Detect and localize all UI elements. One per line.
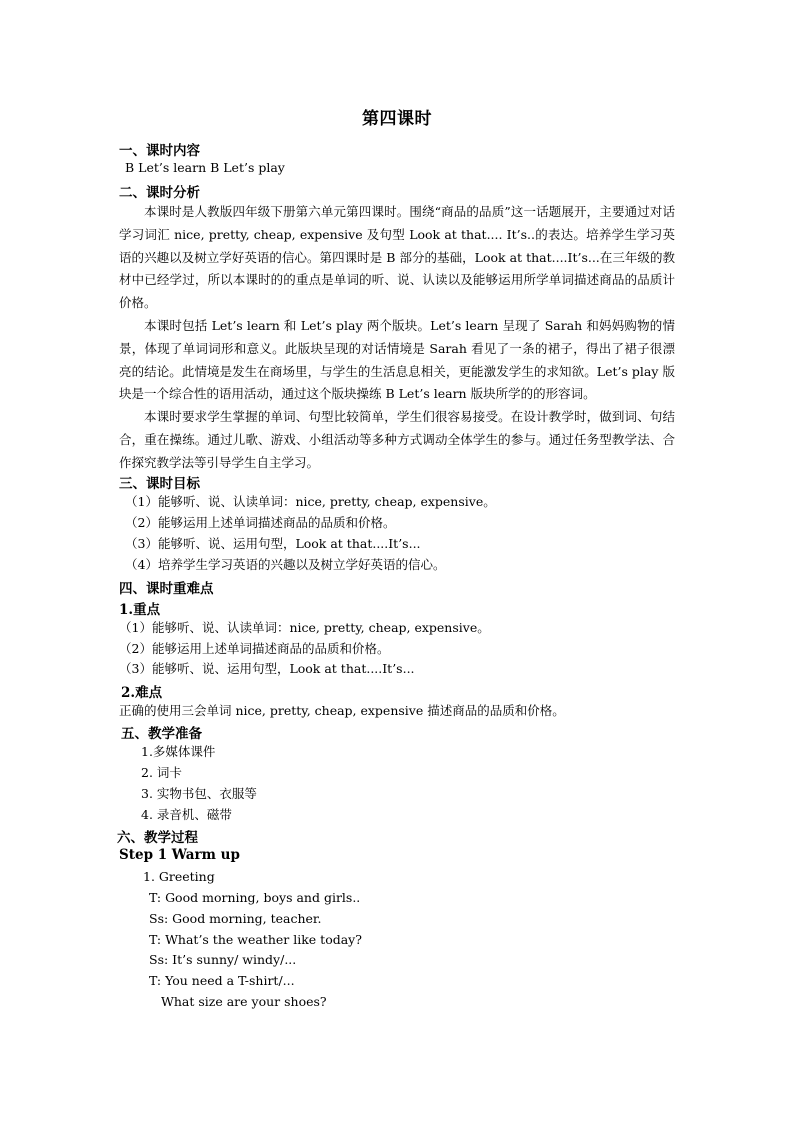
key-point-item: （1）能够听、说、认读单词：nice, pretty, cheap, expensive。 <box>119 620 490 635</box>
objective-item: （2）能够运用上述单词描述商品的品质和价格。 <box>125 515 396 530</box>
key-points-heading: 1.重点 <box>119 602 161 618</box>
section-2-analysis <box>119 201 675 475</box>
objective-item: （1）能够听、说、认读单词：nice, pretty, cheap, expensive。 <box>125 494 496 509</box>
step-heading: Step 1 Warm up <box>119 847 240 863</box>
dialog-line: T: Good morning, boys and girls.. <box>149 890 361 905</box>
dialog-line: T: You need a T-shirt/... <box>149 973 295 988</box>
section-1-content: B Let’s learn B Let’s play <box>125 160 285 175</box>
preparation-item: 4. 录音机、磁带 <box>141 807 232 822</box>
section-3-heading: 三、课时目标 <box>119 476 200 492</box>
key-point-item: （3）能够听、说、运用句型，Look at that....It’s... <box>119 661 415 676</box>
preparation-item: 3. 实物书包、衣服等 <box>141 786 257 801</box>
analysis-paragraph-1: 本课时是人教版四年级下册第六单元第四课时。围绕“商品的品质”这一话题展开，主要通过对话学习词汇 nice, pretty, cheap, expensive 及句型 Look at that.... It’s..的表达。培养学生学习英语的兴趣以及树立学好英语的信心。第四课时是 B 部分的基础，Look at that....It’s...在三年级的教材中已经学过，所以本课时的的重点是单词的听、说、认读以及能够运用所学单词描述商品的品质计价格。 <box>119 204 675 311</box>
dialog-line: Ss: It’s sunny/ windy/... <box>149 952 297 967</box>
section-4-heading: 四、课时重难点 <box>119 581 214 597</box>
preparation-item: 1.多媒体课件 <box>141 744 216 759</box>
section-1-heading: 一、课时内容 <box>119 143 200 159</box>
objective-item: （3）能够听、说、运用句型，Look at that....It’s... <box>125 536 421 551</box>
dialog-line: Ss: Good morning, teacher. <box>149 911 322 926</box>
difficulty-heading: 2.难点 <box>121 685 163 701</box>
analysis-paragraph-2: 本课时包括 Let’s learn 和 Let’s play 两个版块。Let’s learn 呈现了 Sarah 和妈妈购物的情景，体现了单词词形和意义。此版块呈现的对话情境是 Sarah 看见了一条的裙子，得出了裙子很漂亮的结论。此情境是发生在商场里，与学生的生活息息相关，更能激发学生的求知欲。Let’s play 版块是一个综合性的语用活动，通过这个版块操练 B Let’s learn 版块所学的的形容词。 <box>119 317 675 402</box>
objective-item: （4）培养学生学习英语的兴趣以及树立学好英语的信心。 <box>125 557 446 572</box>
section-2-heading: 二、课时分析 <box>119 185 200 201</box>
dialog-line: T: What’s the weather like today? <box>149 932 362 947</box>
dialog-line: What size are your shoes? <box>161 994 327 1009</box>
section-6-heading: 六、教学过程 <box>117 830 198 846</box>
analysis-paragraph-3: 本课时要求学生掌握的单词、句型比较简单，学生们很容易接受。在设计教学时，做到词、句结合，重在操练。通过儿歌、游戏、小组活动等多种方式调动全体学生的参与。通过任务型教学法、合作探究教学法等引导学生自主学习。 <box>119 409 675 470</box>
difficulty-content: 正确的使用三会单词 nice, pretty, cheap, expensive 描述商品的品质和价格。 <box>119 703 565 718</box>
section-5-heading: 五、教学准备 <box>121 726 202 742</box>
preparation-item: 2. 词卡 <box>141 765 182 780</box>
step-subitem: 1. Greeting <box>143 869 215 884</box>
page-title: 第四课时 <box>362 109 432 129</box>
key-point-item: （2）能够运用上述单词描述商品的品质和价格。 <box>119 641 390 656</box>
